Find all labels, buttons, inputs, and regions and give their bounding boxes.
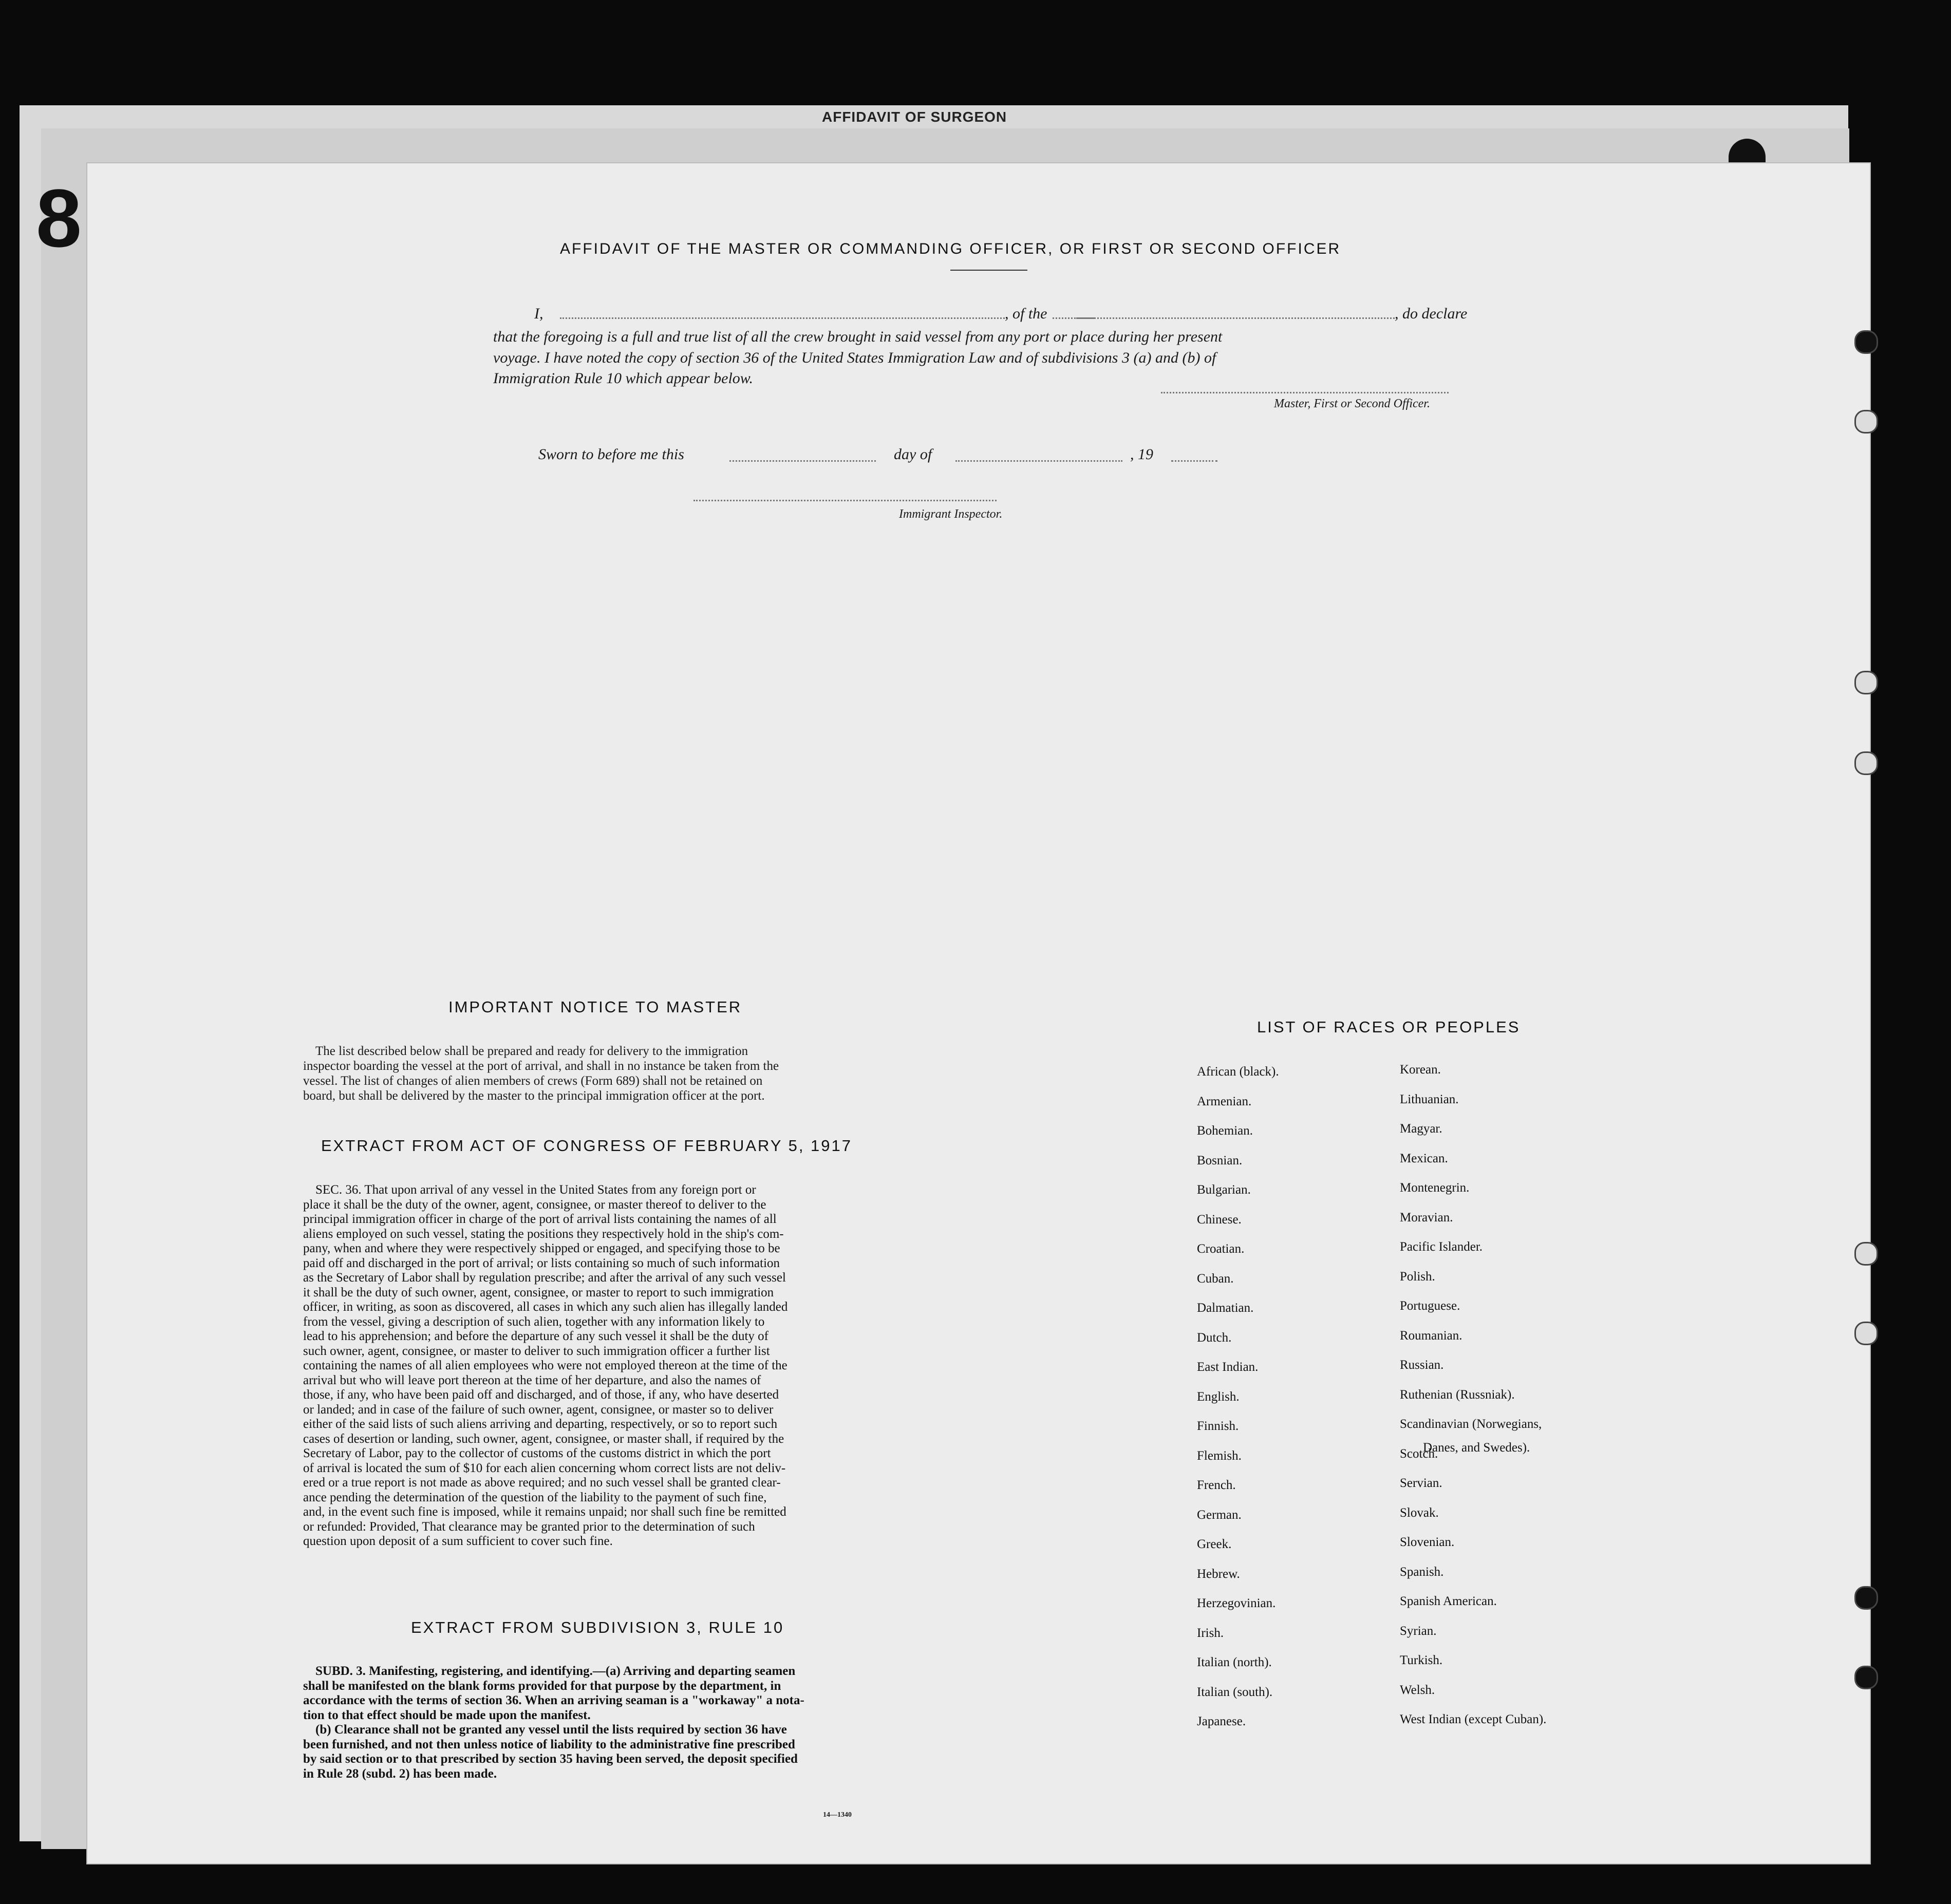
race-item: Montenegrin. (1400, 1181, 1470, 1195)
binder-hole (1854, 1666, 1878, 1689)
inspector-signature-field[interactable] (693, 500, 997, 501)
extract-act-line: aliens employed on such vessel, stating the positions they respectively hold in the ship's com- (303, 1227, 784, 1241)
race-item: Scandinavian (Norwegians, (1400, 1417, 1542, 1431)
race-item: Moravian. (1400, 1210, 1453, 1224)
declarant-i: I, (534, 305, 543, 322)
race-item: Dalmatian. (1197, 1301, 1254, 1315)
sworn-day-field[interactable] (729, 460, 876, 462)
extract-act-title: EXTRACT FROM ACT OF CONGRESS OF FEBRUARY 5, 1917 (321, 1137, 853, 1155)
extract-act-line: those, if any, who have been paid off and discharged, and of those, if any, who have deserted (303, 1388, 779, 1402)
race-item: East Indian. (1197, 1360, 1259, 1374)
extract-act-line: cases of desertion or landing, such owner, agent, consignee, or master shall, if required by the (303, 1431, 784, 1446)
sworn-month-field[interactable] (955, 460, 1122, 462)
race-item: Croatian. (1197, 1242, 1245, 1256)
race-item: Dutch. (1197, 1330, 1232, 1345)
underlying-sheet-title: AFFIDAVIT OF SURGEON (822, 109, 1007, 125)
race-item: German. (1197, 1507, 1242, 1522)
race-item: Russian. (1400, 1358, 1444, 1372)
race-item: Hebrew. (1197, 1567, 1240, 1581)
extract-rule-line: been furnished, and not then unless notice of liability to the administrative fine prescribed (303, 1737, 795, 1751)
binder-hole (1854, 671, 1878, 694)
race-item: Pacific Islander. (1400, 1240, 1483, 1254)
affidavit-body-line: that the foregoing is a full and true list of all the crew brought in said vessel from any port or place during her present (493, 328, 1223, 345)
race-item: Bulgarian. (1197, 1183, 1251, 1197)
race-item: Scotch. (1400, 1446, 1438, 1461)
race-item: Finnish. (1197, 1419, 1239, 1433)
race-item: Korean. (1400, 1063, 1441, 1077)
sworn-year-field[interactable] (1171, 460, 1217, 462)
extract-rule-line: in Rule 28 (subd. 2) has been made. (303, 1766, 497, 1781)
extract-act-line: SEC. 36. That upon arrival of any vessel in the United States from any foreign port or (315, 1183, 756, 1197)
extract-act-line: or refunded: Provided, That clearance may be granted prior to the determination of such (303, 1519, 755, 1534)
officer-signature-caption: Master, First or Second Officer. (1274, 397, 1430, 410)
extract-act-line: of arrival is located the sum of $10 for each alien concerning whom correct lists are not deliv- (303, 1461, 786, 1475)
extract-act-line: principal immigration officer in charge of the port of arrival lists containing the names of all (303, 1212, 777, 1226)
race-item: Slovak. (1400, 1505, 1439, 1520)
extract-rule-title: EXTRACT FROM SUBDIVISION 3, RULE 10 (411, 1618, 784, 1636)
race-item: Slovenian. (1400, 1535, 1455, 1549)
extract-act-line: place it shall be the duty of the owner, agent, consignee, or master thereof to deliver to the (303, 1197, 766, 1212)
officer-signature-field[interactable] (1161, 392, 1449, 393)
binder-hole (1854, 1322, 1878, 1345)
race-item: English. (1197, 1389, 1240, 1404)
race-item: Italian (south). (1197, 1685, 1273, 1699)
notice-line: inspector boarding the vessel at the port of arrival, and shall in no instance be taken from the (303, 1059, 779, 1073)
races-column-1 (1197, 1065, 1279, 1744)
race-item: African (black). (1197, 1065, 1279, 1079)
extract-act-line: ance pending the determination of the question of the liability to the payment of such fine, (303, 1490, 767, 1504)
extract-rule-text (303, 1664, 922, 1781)
extract-act-line: officer, in writing, as soon as discovered, all cases in which any such alien has illegally landed (303, 1300, 788, 1314)
extract-act-line: either of the said lists of such aliens arriving and departing, respectively, or so to report such (303, 1417, 778, 1431)
race-item: Ruthenian (Russniak). (1400, 1387, 1515, 1402)
extract-act-line: Secretary of Labor, pay to the collector of customs of the customs district in which the port (303, 1446, 771, 1460)
extract-act-line: arrival but who will leave port thereon at the time of her departure, and also the names of (303, 1373, 761, 1387)
title-underline (950, 270, 1027, 271)
race-item: Bohemian. (1197, 1124, 1253, 1138)
extract-act-line: or landed; and in case of the failure of such owner, agent, consignee, or master so to deliver (303, 1402, 774, 1417)
race-item: Portuguese. (1400, 1299, 1460, 1313)
binder-hole (1854, 1586, 1878, 1610)
extract-rule-line: accordance with the terms of section 36. When an arriving seaman is a "workaway" a nota- (303, 1693, 804, 1707)
race-item: West Indian (except Cuban). (1400, 1712, 1547, 1726)
notice-line: board, but shall be delivered by the master to the principal immigration officer at the port. (303, 1089, 765, 1103)
page-mark: 8 (36, 172, 82, 264)
race-item: Lithuanian. (1400, 1092, 1459, 1106)
extract-act-text (303, 1183, 922, 1549)
race-item: Danes, and Swedes). (1423, 1441, 1530, 1455)
inspector-caption: Immigrant Inspector. (899, 507, 1003, 521)
race-item: Roumanian. (1400, 1328, 1462, 1343)
extract-act-line: question upon deposit of a sum sufficient to cover such fine. (303, 1534, 613, 1548)
do-declare-label: , do declare (1395, 305, 1468, 322)
form-number: 14—1340 (823, 1811, 852, 1819)
extract-act-line: such owner, agent, consignee, or master to deliver to such immigration officer a further list (303, 1344, 770, 1358)
binder-hole (1854, 751, 1878, 775)
race-item: Bosnian. (1197, 1153, 1243, 1167)
race-item: Polish. (1400, 1269, 1435, 1284)
race-item: Spanish American. (1400, 1594, 1497, 1608)
race-item: Welsh. (1400, 1683, 1435, 1697)
binder-hole (1854, 1242, 1878, 1266)
extract-act-line: pany, when and where they were respectively shipped or engaged, and specifying those to be (303, 1241, 780, 1255)
race-item: Armenian. (1197, 1094, 1252, 1108)
extract-act-line: paid off and discharged in the port of arrival; or lists containing so much of such information (303, 1256, 780, 1270)
of-the-label: , of the (1005, 305, 1052, 323)
race-item: Greek. (1197, 1537, 1232, 1551)
extract-act-line: containing the names of all alien employees who were not employed thereon at the time of the (303, 1359, 787, 1372)
extract-act-line: as the Secretary of Labor shall by regulation prescribe; and after the arrival of any such vessel (303, 1271, 786, 1285)
year-prefix: , 19 (1130, 446, 1153, 463)
binder-hole (1854, 330, 1878, 354)
races-title: LIST OF RACES OR PEOPLES (1257, 1018, 1521, 1036)
binder-hole (1854, 410, 1878, 433)
day-of-label: day of (894, 446, 932, 463)
extract-act-line: lead to his apprehension; and before the departure of any such vessel it shall be the duty of (303, 1329, 768, 1343)
sworn-label: Sworn to before me this (538, 446, 684, 463)
extract-rule-line: tion to that effect should be made upon the manifest. (303, 1708, 591, 1722)
notice-line: The list described below shall be prepared and ready for delivery to the immigration (315, 1044, 748, 1058)
extract-act-line: from the vessel, giving a description of such alien, together with any information likely to (303, 1314, 765, 1329)
affidavit-body-line: Immigration Rule 10 which appear below. (493, 370, 754, 387)
extract-act-line: ered or a true report is not made as above required; and no such vessel shall be granted clear- (303, 1476, 781, 1490)
race-item: Herzegovinian. (1197, 1596, 1276, 1610)
race-item: Italian (north). (1197, 1655, 1272, 1669)
extract-act-line: and, in the event such fine is imposed, while it remains unpaid; nor shall such fine be remitted (303, 1505, 786, 1519)
notice-title: IMPORTANT NOTICE TO MASTER (448, 998, 742, 1016)
race-item: Chinese. (1197, 1212, 1242, 1227)
race-item: Irish. (1197, 1626, 1224, 1640)
race-item: Syrian. (1400, 1624, 1437, 1638)
race-item: Spanish. (1400, 1564, 1444, 1579)
extract-act-line: it shall be the duty of such owner, agent, consignee, or master to report to such immigration (303, 1285, 774, 1299)
extract-rule-line: by said section or to that prescribed by section 35 having been served, the deposit specified (303, 1752, 798, 1766)
affidavit-title: AFFIDAVIT OF THE MASTER OR COMMANDING OFFICER, OR FIRST OR SECOND OFFICER (560, 240, 1341, 257)
race-item: Mexican. (1400, 1151, 1448, 1165)
affidavit-page (87, 163, 1870, 1863)
extract-rule-line: SUBD. 3. Manifesting, registering, and identifying.—(a) Arriving and departing seamen (315, 1664, 796, 1678)
race-item: French. (1197, 1478, 1236, 1492)
race-item: Cuban. (1197, 1271, 1234, 1286)
race-item: Turkish. (1400, 1653, 1443, 1667)
extract-rule-line: (b) Clearance shall not be granted any vessel until the lists required by section 36 have (315, 1723, 787, 1737)
race-item: Magyar. (1400, 1122, 1442, 1136)
affidavit-body-line: voyage. I have noted the copy of section 36 of the United States Immigration Law and of subdivisions 3 (a) and (b) of (493, 349, 1216, 366)
race-item: Servian. (1400, 1476, 1442, 1490)
extract-rule-line: shall be manifested on the blank forms provided for that purpose by the department, in (303, 1679, 781, 1693)
races-column-2 (1400, 1063, 1546, 1742)
race-item: Flemish. (1197, 1448, 1242, 1463)
notice-line: vessel. The list of changes of alien members of crews (Form 689) shall not be retained on (303, 1074, 763, 1088)
race-item: Japanese. (1197, 1714, 1246, 1728)
